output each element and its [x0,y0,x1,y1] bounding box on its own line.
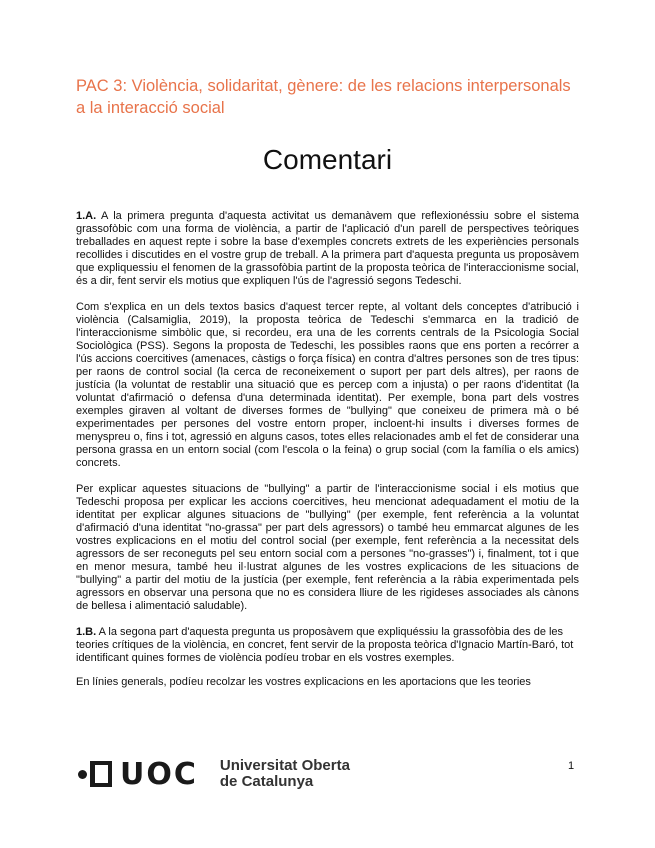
uoc-logo-abbrev: UOC [120,756,198,792]
paragraph-1b-text: A la segona part d'aquesta pregunta us proposàvem que expliquéssiu la grassofòbia des de les teories crítiques de la violència, en concret, fent servir de la proposta teòrica d'Ignacio Martín-Baró, tot identificant quines formes de violència podíeu trobar en els vostres exemples. [76,626,574,664]
section-label-1a: 1.A. [76,210,97,222]
page-number: 1 [568,760,575,772]
document-body [76,210,579,702]
university-name-line2: de Catalunya [219,773,314,790]
header-title: PAC 3: Violència, solidaritat, gènere: de les relacions interpersonals a la interacció social [76,77,571,117]
university-name [220,758,350,790]
paragraph-1a-text: A la primera pregunta d'aquesta activitat us demanàvem que reflexionéssiu sobre el sistema grassofòbic com una forma de violència, a partir de l'aplicació d'un parell de perspectives teòriques treballades en aquest repte i sobre la base d'exemples concrets extrets de les experiències personals recollides i discutides en el vostre grup de treball. A la primera part d'aquesta pregunta us proposàvem que expliquessiu el fenomen de la grassofòbia partint de la proposta teòrica de l'interaccionisme social, és a dir, fent servir els motius que expliquen l'ús de l'agressió segons Tedeschi. [76,210,579,287]
paragraph-1b [76,626,579,665]
paragraph-1a [76,210,579,288]
document-title: Comentari [262,144,393,175]
uoc-logo-icon [78,761,112,787]
university-name-line1: Universitat Oberta [219,757,350,774]
section-label-1b: 1.B. [76,626,97,638]
uoc-logo [78,757,350,791]
paragraph-3: Per explicar aquestes situacions de "bullying" a partir de l'interaccionisme social i els motius que Tedeschi proposa per explicar les accions coercitives, heu mencionat adequadament el motiu de la identitat per explicar algunes situacions de "bullying" (per exemple, fent referència a la voluntat d'afirmació d'una identitat "no-grassa" per part dels agressors) o també heu emmarcat algunes de les vostres explicacions en el motiu del control social (per exemple, fent referència a la necessitat dels agressors de ser reconeguts pel seu entorn social com a persones "no-grasses") i, finalment, tot i que en menor mesura, també heu il·lustrat algunes de les vostres explicacions de les situacions de "bullying" a partir del motiu de la justícia (per exemple, fent referència a la ràbia experimentada pels agressors en observar una persona que no es considera lliure de les rigideses associades als cànons de bellesa i alimentació saludable). [76,483,579,612]
paragraph-5: En línies generals, podíeu recolzar les vostres explicacions en les aportacions que les teories [76,676,531,688]
paragraph-2: Com s'explica en un dels textos basics d'aquest tercer repte, al voltant dels conceptes d'atribució i violència (Calsamiglia, 2019), la proposta teòrica de Tedeschi s'emmarca en la tradició de l'interaccionisme simbòlic que, si recordeu, era una de les corrents centrals de la Psicologia Social Sociològica (PSS). Segons la proposta de Tedeschi, les possibles raons que ens porten a recórrer a l'ús accions coercitives (amenaces, càstigs o força física) en contra d'altres persones son de tres tipus: per raons de control social (la cerca de reconeixement o suport per part dels altres), per raons de justícia (la voluntat de restablir una situació que es percep com a injusta) o per raons d'identitat (la voluntat d'afirmació o defensa d'una determinada identitat). Per exemple, bona part dels vostres exemples giraven al voltant de diverses formes de "bullying" que coneixeu de primera mà o bé experimentades per persones del vostre entorn proper, incloent-hi insults i diverses formes de menyspreu o, fins i tot, agressió en alguns casos, totes elles relacionades amb el fet de considerar una persona grassa en un entorn social (com l'escola o la feina) o grup social (com la família o els amics) concrets. [76,301,579,469]
